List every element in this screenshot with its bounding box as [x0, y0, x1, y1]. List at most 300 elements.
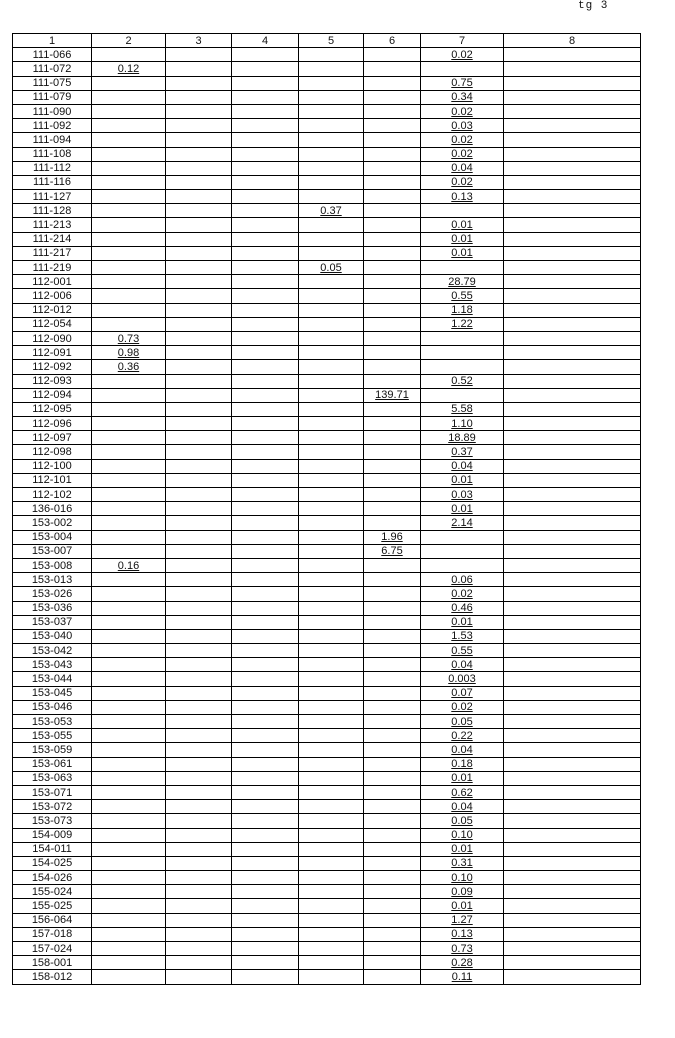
- value-cell: [504, 218, 641, 232]
- value-cell: [364, 104, 421, 118]
- value-cell: [364, 317, 421, 331]
- table-row: [13, 473, 641, 487]
- value-cell: [92, 601, 166, 615]
- value-cell: [299, 942, 364, 956]
- table-row: [13, 161, 641, 175]
- value-cell: [364, 175, 421, 189]
- value-cell: [92, 544, 166, 558]
- value-cell: 0.98: [92, 346, 166, 360]
- value-cell: [232, 147, 299, 161]
- value-cell: [299, 516, 364, 530]
- value-cell: [92, 615, 166, 629]
- value-cell: [299, 317, 364, 331]
- column-header: 6: [364, 34, 421, 48]
- column-header: 4: [232, 34, 299, 48]
- value-cell: [299, 289, 364, 303]
- value-cell: 139.71: [364, 388, 421, 402]
- value-cell: [504, 587, 641, 601]
- value-cell: 0.05: [421, 814, 504, 828]
- value-cell: [92, 417, 166, 431]
- row-code-cell: 112-098: [13, 445, 92, 459]
- table-body: [13, 48, 641, 984]
- value-cell: [299, 601, 364, 615]
- table-row: [13, 417, 641, 431]
- value-cell: [504, 573, 641, 587]
- row-code-cell: 112-102: [13, 488, 92, 502]
- value-cell: [92, 502, 166, 516]
- value-cell: [364, 48, 421, 62]
- value-cell: [504, 161, 641, 175]
- value-cell: [364, 644, 421, 658]
- value-cell: [299, 175, 364, 189]
- value-cell: [504, 544, 641, 558]
- value-cell: [166, 246, 232, 260]
- table-row: [13, 700, 641, 714]
- value-cell: [232, 828, 299, 842]
- value-cell: 1.22: [421, 317, 504, 331]
- table-row: [13, 261, 641, 275]
- value-cell: [232, 431, 299, 445]
- column-header: 5: [299, 34, 364, 48]
- value-cell: [92, 700, 166, 714]
- table-row: [13, 374, 641, 388]
- table-row: [13, 445, 641, 459]
- value-cell: [232, 76, 299, 90]
- value-cell: [299, 544, 364, 558]
- value-cell: 0.02: [421, 133, 504, 147]
- value-cell: [504, 927, 641, 941]
- value-cell: [92, 629, 166, 643]
- value-cell: [166, 161, 232, 175]
- value-cell: [299, 161, 364, 175]
- table-row: [13, 785, 641, 799]
- value-cell: [421, 62, 504, 76]
- value-cell: 0.01: [421, 232, 504, 246]
- value-cell: [504, 715, 641, 729]
- value-cell: [166, 190, 232, 204]
- value-cell: [166, 956, 232, 970]
- value-cell: [92, 76, 166, 90]
- value-cell: [232, 573, 299, 587]
- value-cell: [364, 161, 421, 175]
- value-cell: [232, 346, 299, 360]
- value-cell: [166, 459, 232, 473]
- value-cell: 0.37: [299, 204, 364, 218]
- value-cell: [364, 672, 421, 686]
- value-cell: [166, 942, 232, 956]
- value-cell: 0.01: [421, 842, 504, 856]
- value-cell: 0.13: [421, 190, 504, 204]
- value-cell: [504, 48, 641, 62]
- value-cell: [92, 261, 166, 275]
- value-cell: [166, 842, 232, 856]
- value-cell: 0.55: [421, 644, 504, 658]
- row-code-cell: 112-092: [13, 360, 92, 374]
- value-cell: 0.05: [421, 715, 504, 729]
- value-cell: [166, 275, 232, 289]
- value-cell: [166, 431, 232, 445]
- table-row: [13, 658, 641, 672]
- value-cell: [166, 644, 232, 658]
- value-cell: [364, 331, 421, 345]
- value-cell: [504, 331, 641, 345]
- value-cell: 0.01: [421, 615, 504, 629]
- value-cell: 0.09: [421, 885, 504, 899]
- value-cell: [504, 431, 641, 445]
- value-cell: [92, 90, 166, 104]
- value-cell: [232, 261, 299, 275]
- value-cell: [364, 970, 421, 984]
- value-cell: 1.53: [421, 629, 504, 643]
- value-cell: [92, 672, 166, 686]
- column-header: 3: [166, 34, 232, 48]
- value-cell: [504, 530, 641, 544]
- value-cell: [364, 927, 421, 941]
- value-cell: [504, 743, 641, 757]
- value-cell: [166, 232, 232, 246]
- row-code-cell: 111-213: [13, 218, 92, 232]
- value-cell: [504, 970, 641, 984]
- value-cell: [504, 133, 641, 147]
- value-cell: 0.46: [421, 601, 504, 615]
- row-code-cell: 112-097: [13, 431, 92, 445]
- value-cell: [166, 331, 232, 345]
- value-cell: [232, 488, 299, 502]
- value-cell: [504, 374, 641, 388]
- value-cell: [232, 814, 299, 828]
- value-cell: 0.01: [421, 246, 504, 260]
- value-cell: [504, 856, 641, 870]
- value-cell: [166, 530, 232, 544]
- value-cell: [299, 558, 364, 572]
- value-cell: [92, 644, 166, 658]
- value-cell: [364, 459, 421, 473]
- row-code-cell: 111-128: [13, 204, 92, 218]
- row-code-cell: 111-075: [13, 76, 92, 90]
- value-cell: [166, 374, 232, 388]
- value-cell: [92, 289, 166, 303]
- value-cell: 0.003: [421, 672, 504, 686]
- table-row: [13, 62, 641, 76]
- value-cell: [364, 289, 421, 303]
- value-cell: [364, 218, 421, 232]
- value-cell: [504, 246, 641, 260]
- value-cell: 0.04: [421, 658, 504, 672]
- value-cell: [166, 76, 232, 90]
- value-cell: [92, 885, 166, 899]
- value-cell: [92, 913, 166, 927]
- row-code-cell: 153-059: [13, 743, 92, 757]
- value-cell: [232, 601, 299, 615]
- value-cell: [504, 899, 641, 913]
- value-cell: [299, 800, 364, 814]
- value-cell: [299, 587, 364, 601]
- value-cell: [504, 76, 641, 90]
- row-code-cell: 112-012: [13, 303, 92, 317]
- value-cell: [166, 913, 232, 927]
- value-cell: [504, 119, 641, 133]
- value-cell: [92, 402, 166, 416]
- value-cell: [92, 927, 166, 941]
- value-cell: [299, 913, 364, 927]
- value-cell: [504, 190, 641, 204]
- value-cell: [421, 261, 504, 275]
- row-code-cell: 112-054: [13, 317, 92, 331]
- value-cell: [166, 573, 232, 587]
- value-cell: [299, 615, 364, 629]
- value-cell: [299, 828, 364, 842]
- value-cell: [299, 133, 364, 147]
- value-cell: [92, 133, 166, 147]
- row-code-cell: 153-026: [13, 587, 92, 601]
- table-row: [13, 814, 641, 828]
- value-cell: [232, 715, 299, 729]
- row-code-cell: 111-079: [13, 90, 92, 104]
- value-cell: 0.04: [421, 161, 504, 175]
- value-cell: [299, 459, 364, 473]
- value-cell: [299, 700, 364, 714]
- value-cell: [92, 757, 166, 771]
- value-cell: [364, 502, 421, 516]
- value-cell: [504, 275, 641, 289]
- table-row: [13, 729, 641, 743]
- table-row: [13, 317, 641, 331]
- table-row: [13, 544, 641, 558]
- table-row: [13, 644, 641, 658]
- value-cell: [299, 90, 364, 104]
- value-cell: [92, 686, 166, 700]
- value-cell: [299, 374, 364, 388]
- value-cell: [299, 119, 364, 133]
- value-cell: [92, 743, 166, 757]
- value-cell: [92, 658, 166, 672]
- value-cell: [232, 331, 299, 345]
- value-cell: [166, 814, 232, 828]
- row-code-cell: 111-217: [13, 246, 92, 260]
- value-cell: [166, 417, 232, 431]
- table-row: [13, 828, 641, 842]
- value-cell: [232, 942, 299, 956]
- row-code-cell: 153-061: [13, 757, 92, 771]
- value-cell: [299, 417, 364, 431]
- table-row: [13, 601, 641, 615]
- value-cell: [232, 161, 299, 175]
- row-code-cell: 111-108: [13, 147, 92, 161]
- value-cell: 0.28: [421, 956, 504, 970]
- value-cell: [166, 558, 232, 572]
- row-code-cell: 155-024: [13, 885, 92, 899]
- value-cell: [504, 885, 641, 899]
- row-code-cell: 158-012: [13, 970, 92, 984]
- value-cell: 0.10: [421, 871, 504, 885]
- table-row: [13, 970, 641, 984]
- value-cell: [92, 856, 166, 870]
- value-cell: [504, 601, 641, 615]
- value-cell: [504, 473, 641, 487]
- row-code-cell: 157-024: [13, 942, 92, 956]
- value-cell: 0.02: [421, 700, 504, 714]
- value-cell: [299, 190, 364, 204]
- value-cell: 0.01: [421, 502, 504, 516]
- value-cell: [232, 417, 299, 431]
- table-row: [13, 558, 641, 572]
- value-cell: [232, 232, 299, 246]
- value-cell: [364, 62, 421, 76]
- row-code-cell: 111-116: [13, 175, 92, 189]
- value-cell: [166, 289, 232, 303]
- value-cell: [504, 488, 641, 502]
- value-cell: [364, 90, 421, 104]
- value-cell: [92, 473, 166, 487]
- value-cell: [92, 800, 166, 814]
- value-cell: 0.03: [421, 119, 504, 133]
- value-cell: [299, 360, 364, 374]
- value-cell: [299, 927, 364, 941]
- value-cell: [504, 828, 641, 842]
- page-number: tg 3: [578, 0, 609, 12]
- row-code-cell: 153-073: [13, 814, 92, 828]
- value-cell: [232, 644, 299, 658]
- value-cell: [421, 388, 504, 402]
- value-cell: 0.02: [421, 587, 504, 601]
- value-cell: [299, 218, 364, 232]
- table-row: [13, 76, 641, 90]
- data-table: [12, 33, 641, 985]
- table-row: [13, 942, 641, 956]
- value-cell: [364, 303, 421, 317]
- value-cell: [166, 48, 232, 62]
- value-cell: 0.11: [421, 970, 504, 984]
- value-cell: [92, 119, 166, 133]
- value-cell: [232, 502, 299, 516]
- value-cell: [166, 757, 232, 771]
- value-cell: 0.34: [421, 90, 504, 104]
- value-cell: [166, 204, 232, 218]
- value-cell: [299, 246, 364, 260]
- value-cell: [92, 317, 166, 331]
- value-cell: [232, 289, 299, 303]
- table-row: [13, 147, 641, 161]
- value-cell: [364, 275, 421, 289]
- value-cell: [364, 587, 421, 601]
- value-cell: [166, 615, 232, 629]
- value-cell: [299, 275, 364, 289]
- value-cell: [166, 771, 232, 785]
- value-cell: [364, 473, 421, 487]
- value-cell: [92, 942, 166, 956]
- value-cell: [166, 743, 232, 757]
- value-cell: [232, 530, 299, 544]
- value-cell: [504, 644, 641, 658]
- value-cell: [166, 104, 232, 118]
- value-cell: [92, 48, 166, 62]
- value-cell: [232, 729, 299, 743]
- value-cell: [504, 90, 641, 104]
- table-row: [13, 672, 641, 686]
- value-cell: [504, 402, 641, 416]
- row-code-cell: 111-214: [13, 232, 92, 246]
- value-cell: [504, 360, 641, 374]
- value-cell: 6.75: [364, 544, 421, 558]
- table-row: [13, 516, 641, 530]
- value-cell: [504, 658, 641, 672]
- table-row: [13, 715, 641, 729]
- table-row: [13, 842, 641, 856]
- value-cell: [92, 175, 166, 189]
- value-cell: [299, 76, 364, 90]
- value-cell: [299, 402, 364, 416]
- value-cell: [232, 402, 299, 416]
- value-cell: [364, 757, 421, 771]
- row-code-cell: 156-064: [13, 913, 92, 927]
- value-cell: [364, 417, 421, 431]
- value-cell: [166, 672, 232, 686]
- value-cell: [92, 374, 166, 388]
- value-cell: [364, 431, 421, 445]
- value-cell: [364, 899, 421, 913]
- value-cell: [504, 800, 641, 814]
- table-row: [13, 686, 641, 700]
- value-cell: [166, 516, 232, 530]
- value-cell: 2.14: [421, 516, 504, 530]
- value-cell: 0.52: [421, 374, 504, 388]
- table-row: [13, 573, 641, 587]
- value-cell: [364, 942, 421, 956]
- value-cell: [364, 913, 421, 927]
- value-cell: [504, 261, 641, 275]
- value-cell: [232, 885, 299, 899]
- value-cell: [92, 587, 166, 601]
- table-row: [13, 899, 641, 913]
- value-cell: 0.73: [92, 331, 166, 345]
- value-cell: [166, 601, 232, 615]
- value-cell: [364, 615, 421, 629]
- value-cell: [166, 544, 232, 558]
- value-cell: 0.10: [421, 828, 504, 842]
- value-cell: [166, 700, 232, 714]
- value-cell: [232, 119, 299, 133]
- value-cell: [166, 871, 232, 885]
- value-cell: [504, 871, 641, 885]
- value-cell: 0.37: [421, 445, 504, 459]
- value-cell: [364, 558, 421, 572]
- value-cell: [92, 573, 166, 587]
- value-cell: [504, 502, 641, 516]
- value-cell: 0.07: [421, 686, 504, 700]
- value-cell: [166, 686, 232, 700]
- row-code-cell: 153-044: [13, 672, 92, 686]
- table-row: [13, 530, 641, 544]
- value-cell: [166, 360, 232, 374]
- value-cell: [232, 544, 299, 558]
- value-cell: [166, 899, 232, 913]
- value-cell: [421, 544, 504, 558]
- value-cell: [92, 204, 166, 218]
- value-cell: [232, 927, 299, 941]
- value-cell: [92, 488, 166, 502]
- value-cell: [364, 842, 421, 856]
- value-cell: [166, 828, 232, 842]
- value-cell: [166, 587, 232, 601]
- value-cell: 0.02: [421, 175, 504, 189]
- value-cell: [232, 672, 299, 686]
- value-cell: [504, 204, 641, 218]
- value-cell: [504, 459, 641, 473]
- value-cell: 0.04: [421, 743, 504, 757]
- table-row: [13, 360, 641, 374]
- value-cell: [299, 147, 364, 161]
- value-cell: 18.89: [421, 431, 504, 445]
